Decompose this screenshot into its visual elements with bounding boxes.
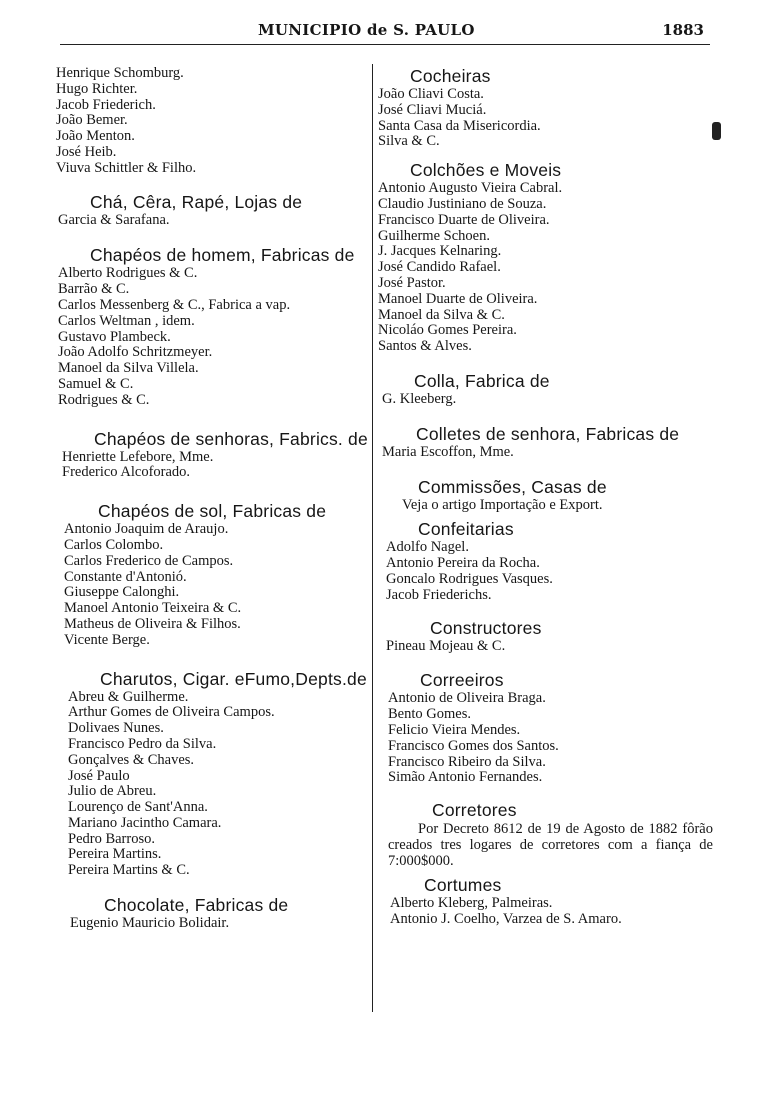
list-item: Pereira Martins. bbox=[68, 846, 162, 863]
list-item: Silva & C. bbox=[378, 133, 440, 150]
list-item: Hugo Richter. bbox=[56, 80, 138, 97]
list-item: Garcia & Sarafana. bbox=[58, 211, 170, 228]
list-item: Henriette Lefebore, Mme. bbox=[62, 448, 214, 465]
list-item: Francisco Ribeiro da Silva. bbox=[388, 753, 546, 770]
list-item: Eugenio Mauricio Bolidair. bbox=[70, 915, 230, 932]
list-item: Viuva Schittler & Filho. bbox=[56, 159, 197, 176]
list-item: Alberto Rodrigues & C. bbox=[58, 265, 198, 282]
list-item: Antonio J. Coelho, Varzea de S. Amaro. bbox=[390, 910, 622, 927]
ink-blot bbox=[712, 122, 721, 140]
section-colletes-senhora bbox=[382, 424, 713, 461]
list-item: Abreu & Guilherme. bbox=[68, 688, 189, 705]
section-chapeos-senhoras bbox=[62, 429, 372, 482]
list-item: Bento Gomes. bbox=[388, 706, 471, 723]
list-item: Carlos Messenberg & C., Fabrica a vap. bbox=[58, 296, 291, 313]
list-item: J. Jacques Kelnaring. bbox=[378, 243, 502, 260]
section-heading: Commissões, Casas de bbox=[418, 476, 607, 497]
list-item: Antonio Augusto Vieira Cabral. bbox=[378, 180, 563, 197]
left-column bbox=[54, 66, 372, 932]
list-item: Pereira Martins & C. bbox=[68, 862, 190, 879]
list-item: Rodrigues & C. bbox=[58, 391, 150, 408]
list-item: Santa Casa da Misericordia. bbox=[378, 117, 541, 134]
section-chapeos-homem bbox=[58, 245, 372, 408]
list-item: Guilherme Schoen. bbox=[378, 227, 490, 244]
list-item: Francisco Gomes dos Santos. bbox=[388, 737, 559, 754]
list-item: Carlos Weltman , idem. bbox=[58, 312, 195, 329]
section-heading: Confeitarias bbox=[418, 519, 514, 540]
continued-entries bbox=[56, 66, 372, 177]
list-item: Simão Antonio Fernandes. bbox=[388, 769, 543, 786]
list-item: Nicoláo Gomes Pereira. bbox=[378, 322, 517, 339]
list-item: Mariano Jacintho Camara. bbox=[68, 814, 222, 831]
list-item: Matheus de Oliveira & Filhos. bbox=[64, 615, 241, 632]
section-cortumes bbox=[390, 875, 713, 928]
list-item: João Menton. bbox=[56, 128, 135, 145]
list-item: Pineau Mojeau & C. bbox=[386, 637, 506, 654]
section-heading: Correeiros bbox=[420, 670, 504, 691]
list-item: Jacob Friederich. bbox=[56, 96, 156, 113]
section-constructores bbox=[386, 618, 713, 655]
section-commissoes bbox=[384, 477, 713, 514]
list-item: Lourenço de Sant'Anna. bbox=[68, 799, 208, 816]
list-item: Henrique Schomburg. bbox=[56, 65, 184, 81]
section-heading: Chá, Cêra, Rapé, Lojas de bbox=[90, 191, 303, 212]
section-heading: Corretores bbox=[432, 800, 517, 821]
list-item: Gustavo Plambeck. bbox=[58, 328, 171, 345]
list-item: José Paulo bbox=[68, 767, 130, 784]
list-item: G. Kleeberg. bbox=[382, 390, 457, 407]
section-heading: Chocolate, Fabricas de bbox=[104, 895, 289, 916]
list-item: Alberto Kleberg, Palmeiras. bbox=[390, 895, 553, 912]
list-item: Frederico Alcoforado. bbox=[62, 464, 191, 481]
right-column bbox=[378, 66, 713, 928]
list-item: Veja o artigo Importação e Export. bbox=[402, 496, 603, 513]
section-heading: Cortumes bbox=[424, 875, 502, 896]
list-item: Maria Escoffon, Mme. bbox=[382, 443, 514, 460]
section-confeitarias bbox=[386, 519, 713, 603]
list-item: Carlos Frederico de Campos. bbox=[64, 552, 234, 569]
section-heading: Chapéos de homem, Fabricas de bbox=[90, 245, 355, 266]
column-divider bbox=[372, 64, 373, 1012]
section-heading: Cocheiras bbox=[410, 66, 491, 86]
list-item: Manoel Duarte de Oliveira. bbox=[378, 290, 538, 307]
section-cha-cera-rape bbox=[58, 192, 372, 229]
list-item: João Adolfo Schritzmeyer. bbox=[58, 344, 213, 361]
list-item: Claudio Justiniano de Souza. bbox=[378, 195, 547, 212]
section-corretores bbox=[388, 800, 713, 869]
list-item: Antonio de Oliveira Braga. bbox=[388, 690, 546, 707]
list-item: José Pastor. bbox=[378, 274, 446, 291]
list-item: Constante d'Antonió. bbox=[64, 568, 187, 585]
list-item: Felicio Vieira Mendes. bbox=[388, 721, 521, 738]
list-item: Adolfo Nagel. bbox=[386, 539, 469, 556]
list-item: Francisco Duarte de Oliveira. bbox=[378, 211, 550, 228]
running-title: MUNICIPIO de S. PAULO bbox=[258, 21, 475, 39]
section-chapeos-sol bbox=[64, 501, 372, 648]
list-item: Goncalo Rodrigues Vasques. bbox=[386, 570, 553, 587]
section-heading: Colla, Fabrica de bbox=[414, 370, 550, 391]
page-number: 1883 bbox=[662, 21, 704, 39]
list-item: Samuel & C. bbox=[58, 375, 134, 392]
list-item: Gonçalves & Chaves. bbox=[68, 751, 195, 768]
list-item: Vicente Berge. bbox=[64, 631, 150, 648]
section-heading: Colchões e Moveis bbox=[410, 160, 562, 181]
list-item: João Bemer. bbox=[56, 112, 128, 129]
list-item: Giuseppe Calonghi. bbox=[64, 584, 180, 601]
list-item: Pedro Barroso. bbox=[68, 830, 155, 847]
list-item: Jacob Friederichs. bbox=[386, 586, 492, 603]
list-item: João Cliavi Costa. bbox=[378, 86, 484, 102]
section-heading: Chapéos de sol, Fabricas de bbox=[98, 501, 327, 522]
list-item: Manoel da Silva & C. bbox=[378, 306, 505, 323]
list-item: Manoel Antonio Teixeira & C. bbox=[64, 600, 242, 617]
list-item: Carlos Colombo. bbox=[64, 536, 164, 553]
section-colla bbox=[382, 371, 713, 408]
section-heading: Constructores bbox=[430, 617, 542, 638]
page-header bbox=[60, 20, 710, 45]
list-item: Manoel da Silva Villela. bbox=[58, 360, 199, 377]
list-item: José Candido Rafael. bbox=[378, 259, 501, 276]
list-item: Antonio Pereira da Rocha. bbox=[386, 555, 540, 572]
section-chocolate bbox=[70, 895, 372, 932]
list-item: Dolivaes Nunes. bbox=[68, 720, 164, 737]
list-item: Francisco Pedro da Silva. bbox=[68, 735, 217, 752]
list-item: José Heib. bbox=[56, 143, 117, 160]
section-cocheiras bbox=[378, 66, 713, 150]
section-heading: Chapéos de senhoras, Fabrics. de bbox=[94, 428, 368, 449]
section-correeiros bbox=[388, 670, 713, 786]
list-item: Santos & Alves. bbox=[378, 338, 472, 355]
section-charutos bbox=[68, 669, 372, 880]
list-item: Barrão & C. bbox=[58, 281, 130, 298]
section-colchoes-moveis bbox=[378, 160, 713, 355]
list-item: Antonio Joaquim de Araujo. bbox=[64, 521, 229, 538]
section-heading: Charutos, Cigar. eFumo,Depts.de bbox=[100, 668, 367, 689]
list-item: Arthur Gomes de Oliveira Campos. bbox=[68, 704, 275, 721]
list-item: Julio de Abreu. bbox=[68, 783, 157, 800]
section-heading: Colletes de senhora, Fabricas de bbox=[416, 423, 680, 444]
list-item: José Cliavi Muciá. bbox=[378, 101, 487, 118]
paragraph: Por Decreto 8612 de 19 de Agosto de 1882 fôrão creados tres logares de corretores com a fiança de 7:000$000. bbox=[388, 821, 713, 870]
